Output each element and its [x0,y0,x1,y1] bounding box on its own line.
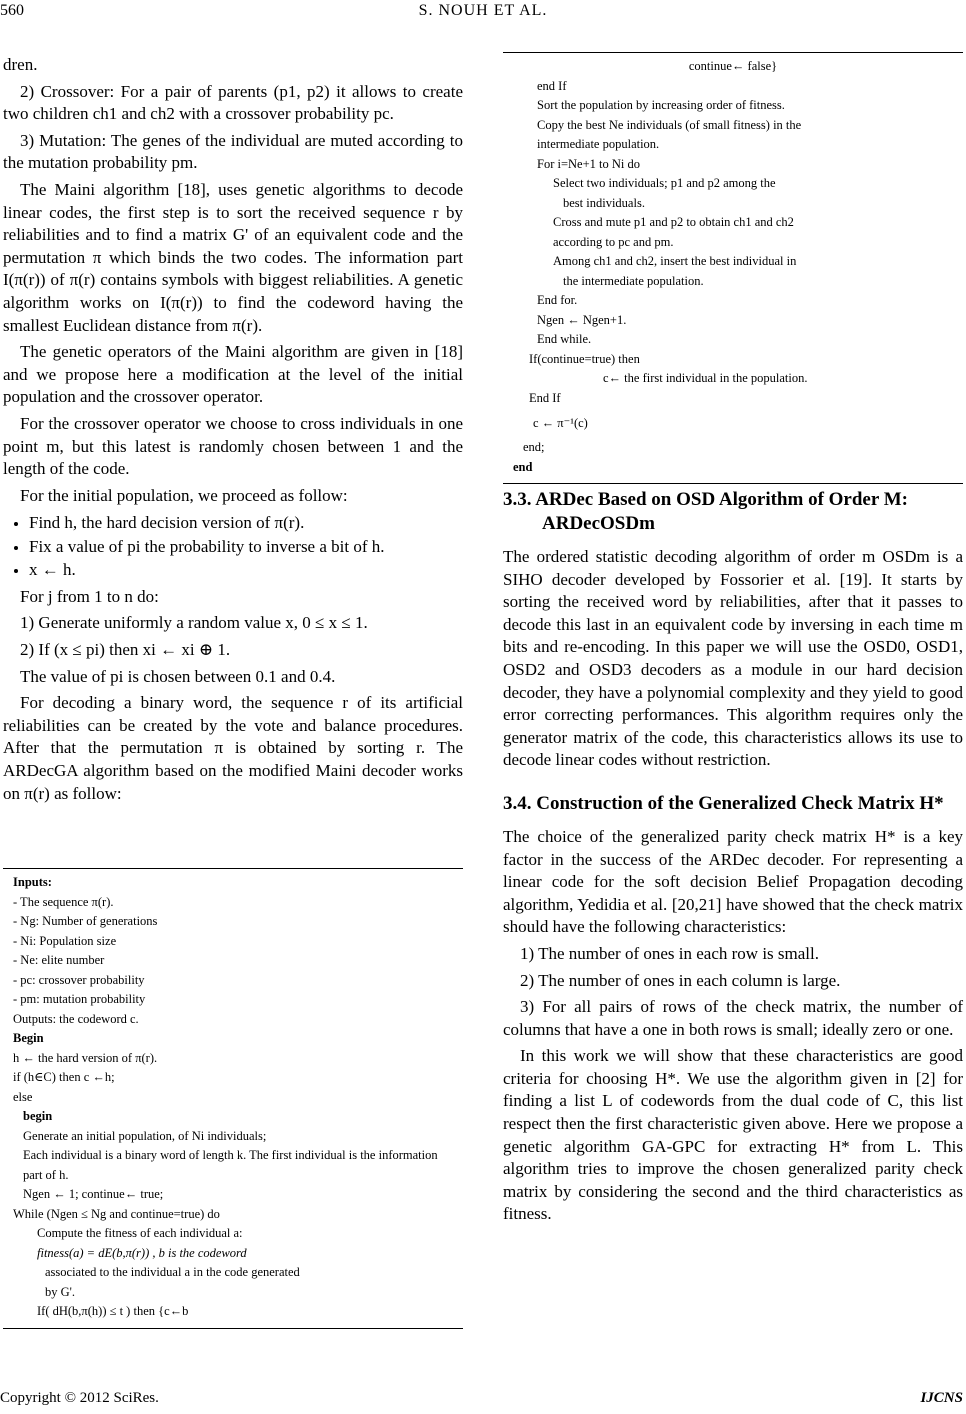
algo-line: begin [23,1109,53,1123]
right-column [503,488,963,1230]
characteristic-item: 3) For all pairs of rows of the check matrix, the number of columns that have a one in both rows is small; ideally zero or one. [503,997,963,1039]
paragraph: The ordered statistic decoding algorithm of order m OSDm is a SIHO decoder developed by Fossorier et al. [19]. It starts by sorting the received word by reliabilities, after that it passes to decode this last in an equivalent code by inversing in each time m bits and re-encoding. In this paper we will use the OSD0, OSD1, OSD2 and OSD3 decoders as a module in our hard decision decoder, they have a polynomial complexity and they yield to good error correcting performances. This algorithm requires only the generator matrix of the code, this characteristics allows its use to decode linear codes without restriction. [503,547,963,770]
algo-line: by G'. [45,1284,76,1299]
footer-journal: IJCNS [920,1390,963,1406]
paragraph: For decoding a binary word, the sequence r of its artificial reliabilities can be created by the vote and balance procedures. After that the permutation π is obtained by sorting r. The ARDecGA algorithm based on the modified Maini decoder works on π(r) as follow: [3,693,463,803]
algo-line: the intermediate population. [563,273,704,288]
algo-line: - pc: crossover probability [13,972,145,987]
paragraph: For the crossover operator we choose to cross individuals in one point m, but this latest is randomly chosen between 1 and the length of the code. [3,413,463,479]
paragraph: dren. [3,55,38,74]
section-heading-3-3: 3.3. ARDec Based on OSD Algorithm of Order M: ARDecOSDm [503,489,908,534]
footer-copyright: Copyright © 2012 SciRes. [0,1390,159,1406]
algo-line: else [13,1089,33,1104]
algo-line: Copy the best Ne individuals (of small fitness) in the [537,117,802,132]
paragraph: The genetic operators of the Maini algorithm are given in [18] and we propose here a modification at the level of the initial population and the crossover operator. [3,342,463,407]
algo-line: associated to the individual a in the code generated [45,1265,300,1279]
algo-line: best individuals. [563,195,645,210]
running-header-authors: S. NOUH ET AL. [418,2,548,19]
algo-line: Sort the population by increasing order of fitness. [537,98,785,112]
algo-line: If(continue=true) then [529,351,640,366]
algo-line: End while. [537,332,592,346]
paragraph: The Maini algorithm [18], uses genetic algorithms to decode linear codes, the first step is to sort the received sequence r by reliabilities and to find a matrix G' of an equivalent code and the permutation π which binds the two codes. The information part I(π(r)) of π(r) contains symbols with biggest reliabilities. A genetic algorithm works on I(π(r)) to find the codeword having the smallest Euclidean distance from π(r). [3,179,463,335]
algo-line: end; [523,440,545,454]
algo-line: Among ch1 and ch2, insert the best individual in [553,254,797,268]
algo-line: End If [529,390,561,405]
algo-line: Compute the fitness of each individual a: [37,1226,243,1240]
characteristic-item: 1) The number of ones in each row is small. [520,943,820,963]
characteristic-item: 2) The number of ones in each column is large. [520,970,841,990]
algo-line: if (h∈C) then c ←h; [13,1070,115,1084]
algo-line: end If [537,78,567,93]
algo-line: fitness(a) = dE(b,π(r)) , b is the codeword [37,1245,247,1260]
section-heading-3-4: 3.4. Construction of the Generalized Check Matrix H* [503,792,944,814]
algo-line: - Ni: Population size [13,933,117,948]
algo-line: - Ng: Number of generations [13,914,158,928]
algo-line: While (Ngen ≤ Ng and continue=true) do [13,1206,220,1221]
paragraph: In this work we will show that these characteristics are good criteria for choosing H*. We use the algorithm given in [2] for finding a list L of codewords from the dual code of C, this list respect then the first characteristic given above. Here we propose a genetic algorithm GA-GPC for extracting H* from L. This algorithm tries to improve the chosen generalized parity check matrix by considering the second and the third characteristics as fitness. [503,1046,963,1224]
paragraph: The value of pi is chosen between 0.1 and 0.4. [20,666,336,686]
algo-line: Cross and mute p1 and p2 to obtain ch1 and ch2 [553,215,794,229]
paragraph: 2) Crossover: For a pair of parents (p1, p2) it allows to create two children ch1 and ch2 with a crossover probability pc. [3,81,463,124]
algo-line: intermediate population. [537,137,660,151]
algo-line: Begin [13,1031,44,1045]
algo-line: according to pc and pm. [553,234,674,249]
algo-line: - Ne: elite number [13,953,105,967]
algo-line: Generate an initial population, of Ni individuals; [23,1128,267,1143]
bullet-item: • Fix a value of pi the probability to inverse a bit of h. [29,535,463,559]
algo-line: If( dH(b,π(h)) ≤ t ) then {c←b [37,1304,189,1318]
algorithm-box-continued [503,52,963,484]
paragraph: For j from 1 to n do: [20,586,159,606]
paragraph: 2) If (x ≤ pi) then xi ← xi ⊕ 1. [20,639,231,659]
algo-line: Outputs: the codeword c. [13,1011,139,1026]
algorithm-box-ardecga [3,868,463,1329]
page-number: 560 [0,2,24,19]
algo-line: end [513,459,533,474]
algo-line: End for. [537,293,578,307]
algo-line: - The sequence π(r). [13,894,114,909]
algo-line: Each individual is a binary word of length k. The first individual is the information part of h. [23,1148,438,1182]
paragraph: For the initial population, we proceed as follow: [20,485,348,505]
paragraph: 3) Mutation: The genes of the individual are muted according to the mutation probability pm. [3,130,463,173]
algo-line: - pm: mutation probability [13,992,146,1006]
algo-line: For i=Ne+1 to Ni do [537,156,640,171]
algo-line: continue← false} [688,59,778,73]
algo-line: Ngen ← Ngen+1. [537,312,627,327]
paragraph: 1) Generate uniformly a random value x, 0 ≤ x ≤ 1. [20,613,368,633]
left-column [3,54,463,809]
algo-line: h ← the hard version of π(r). [13,1050,158,1065]
algo-line: c← the first individual in the population. [603,371,808,385]
bullet-list [3,511,463,582]
algo-line: c ← π⁻¹(c) [533,416,588,430]
algo-line: Ngen ← 1; continue← true; [23,1187,164,1201]
bullet-item: • Find h, the hard decision version of π(r). [29,511,463,535]
bullet-item: • x ← h. [29,558,463,582]
algo-line: Select two individuals; p1 and p2 among the [553,176,776,190]
paragraph: The choice of the generalized parity check matrix H* is a key factor in the success of the ARDec decoder. For representing a linear code for the soft decision Belief Propagation decoding algorithm, Yedidia et al. [20,21] have showed that the check matrix should have the following characteristics: [503,826,963,937]
algo-line: Inputs: [13,875,52,889]
